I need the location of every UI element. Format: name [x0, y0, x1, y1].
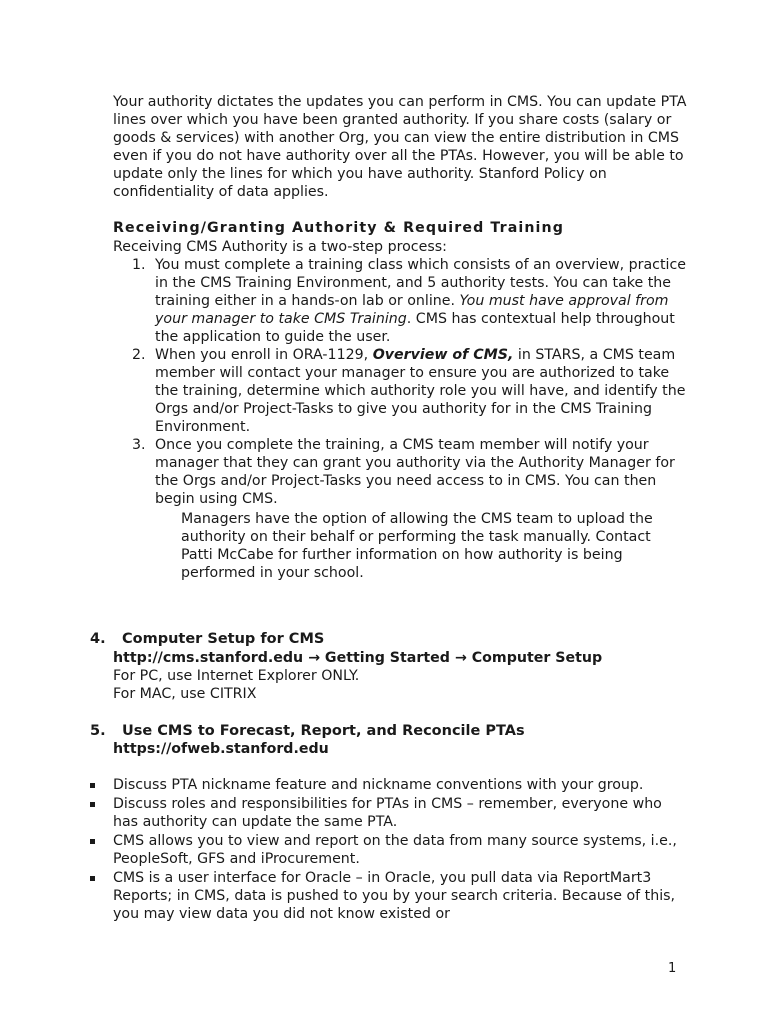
page-number: 1	[668, 961, 677, 976]
section-number: 4.	[90, 631, 106, 647]
section-number: 5.	[90, 723, 106, 739]
list-item	[90, 869, 690, 923]
pc-instructions: For PC, use Internet Explorer ONLY.	[113, 668, 360, 684]
bullet-square-icon	[90, 802, 95, 807]
step-emphasis: You must have approval from your manager to take CMS Training	[155, 293, 669, 327]
authority-heading: Receiving/Granting Authority & Required Training	[113, 220, 564, 236]
list-item	[90, 776, 690, 794]
course-name: Overview of CMS,	[372, 347, 514, 363]
list-item	[90, 832, 690, 868]
bullet-text: Discuss roles and responsibilities for PTAs in CMS – remember, everyone who has authority can update the same PTA.	[113, 796, 662, 830]
step-number: 1.	[132, 257, 146, 273]
list-item	[113, 256, 688, 346]
cms-link[interactable]: http://cms.stanford.edu	[113, 650, 304, 666]
step-number: 2.	[132, 347, 146, 363]
section-5-heading	[90, 722, 525, 740]
crumb-computer-setup: Computer Setup	[471, 650, 603, 666]
manager-note: Managers have the option of allowing the CMS team to upload the authority on their behalf or performing the task manually. Contact Patti McCabe for further information on how authority is being performed in your school.	[181, 511, 653, 581]
section-title: Use CMS to Forecast, Report, and Reconcile PTAs	[122, 723, 525, 739]
section-4-heading	[90, 630, 324, 648]
bullet-text: CMS allows you to view and report on the data from many source systems, i.e., PeopleSoft, GFS and iProcurement.	[113, 833, 677, 867]
step-text-end: . CMS has contextual help throughout the application to guide the user.	[155, 311, 675, 345]
intro-paragraph: Your authority dictates the updates you can perform in CMS. You can update PTA lines over which you have been granted authority. If you share costs (salary or goods & services) with another Org, you can view the entire distribution in CMS even if you do not have authority over all the PTAs. However, you will be able to update only the lines for which you have authority. Stanford Policy on confidentiality of data applies.	[113, 94, 687, 200]
bullet-square-icon	[90, 783, 95, 788]
cms-bullets	[90, 776, 690, 924]
step-text: Once you complete the training, a CMS team member will notify your manager that they can grant you authority via the Authority Manager for the Orgs and/or Project-Tasks you need access to in CMS. You can then begin using CMS.	[155, 437, 675, 507]
bullet-square-icon	[90, 839, 95, 844]
bullet-text: CMS is a user interface for Oracle – in Oracle, you pull data via ReportMart3 Reports; in CMS, data is pushed to you by your search criteria. Because of this, you may view data you did not know existed or	[113, 870, 676, 922]
step-text: You must complete a training class which consists of an overview, practice in the CMS Training Environment, and 5 authority tests. You can take the training either in a hands-on lab or online.	[155, 257, 686, 309]
step-number: 3.	[132, 437, 146, 453]
setup-path	[113, 649, 602, 667]
step-text-end: in STARS, a CMS team member will contact your manager to ensure you are authorized to take the training, determine which authority role you will have, and identify the Orgs and/or Project-Tasks to give you authority for in the CMS Training Environment.	[155, 347, 686, 435]
list-item	[113, 346, 688, 436]
arrow-right-icon: →	[454, 650, 467, 666]
authority-steps	[113, 256, 688, 508]
bullet-square-icon	[90, 876, 95, 881]
ofweb-link[interactable]: https://ofweb.stanford.edu	[113, 741, 329, 757]
step-text: When you enroll in ORA-1129,	[155, 347, 373, 363]
list-item	[90, 795, 690, 831]
section-title: Computer Setup for CMS	[122, 631, 325, 647]
mac-instructions: For MAC, use CITRIX	[113, 686, 257, 702]
arrow-right-icon: →	[308, 650, 320, 666]
authority-lead: Receiving CMS Authority is a two-step process:	[113, 239, 447, 255]
crumb-getting-started: Getting Started	[324, 650, 450, 666]
bullet-text: Discuss PTA nickname feature and nickname conventions with your group.	[113, 777, 644, 793]
list-item	[113, 436, 688, 508]
